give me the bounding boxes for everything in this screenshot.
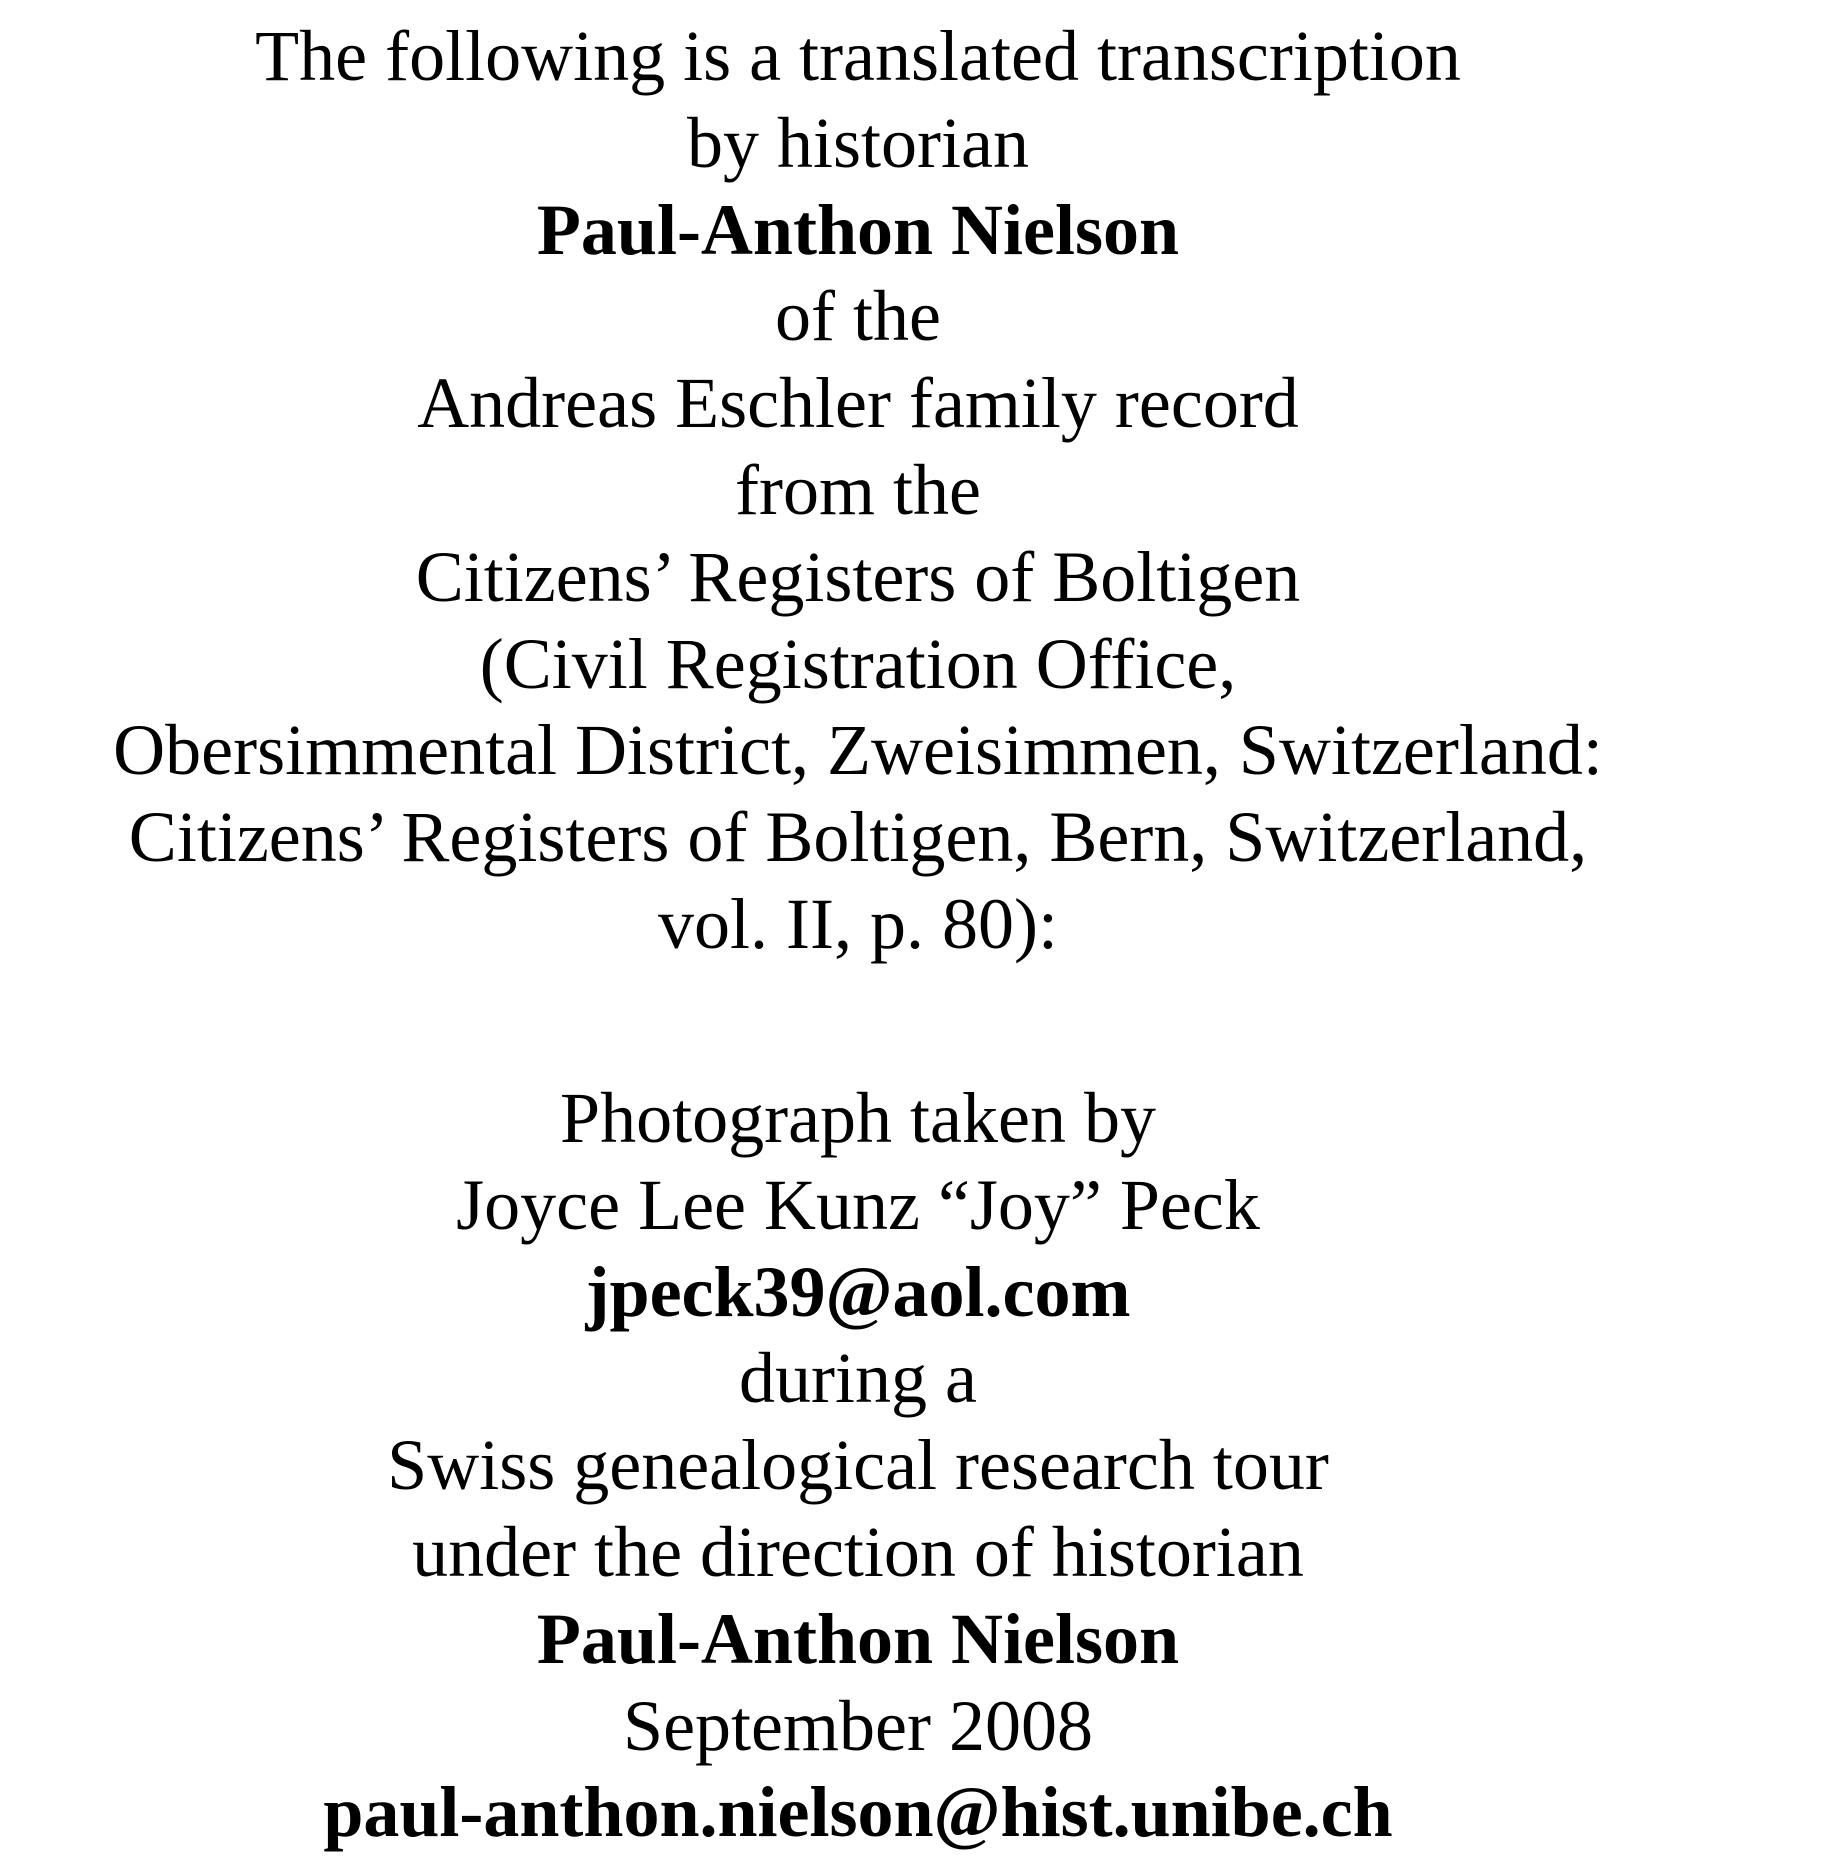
photographer-email: jpeck39@aol.com bbox=[585, 1252, 1131, 1332]
by-historian-line: by historian bbox=[687, 103, 1029, 183]
citation-line: Citizens’ Registers of Boltigen, Bern, Switzerland, bbox=[128, 797, 1588, 877]
intro-line: The following is a translated transcription bbox=[255, 16, 1461, 96]
historian-email: paul-anthon.nielson@hist.unibe.ch bbox=[323, 1772, 1393, 1852]
direction-line: under the direction of historian bbox=[412, 1512, 1304, 1592]
from-the-line: from the bbox=[735, 450, 981, 530]
registers-line: Citizens’ Registers of Boltigen bbox=[415, 537, 1301, 617]
photographer-name: Joyce Lee Kunz “Joy” Peck bbox=[456, 1165, 1260, 1245]
family-record-line: Andreas Eschler family record bbox=[417, 363, 1299, 443]
during-line: during a bbox=[739, 1338, 977, 1418]
tour-line: Swiss genealogical research tour bbox=[387, 1425, 1329, 1505]
district-line: Obersimmental District, Zweisimmen, Switzerland: bbox=[113, 710, 1603, 790]
of-the-line: of the bbox=[775, 276, 941, 356]
office-line: (Civil Registration Office, bbox=[479, 624, 1237, 704]
date-line: September 2008 bbox=[623, 1686, 1093, 1766]
director-name: Paul-Anthon Nielson bbox=[536, 1599, 1180, 1679]
photograph-line: Photograph taken by bbox=[560, 1078, 1156, 1158]
historian-name: Paul-Anthon Nielson bbox=[536, 190, 1180, 270]
volume-line: vol. II, p. 80): bbox=[658, 884, 1058, 964]
